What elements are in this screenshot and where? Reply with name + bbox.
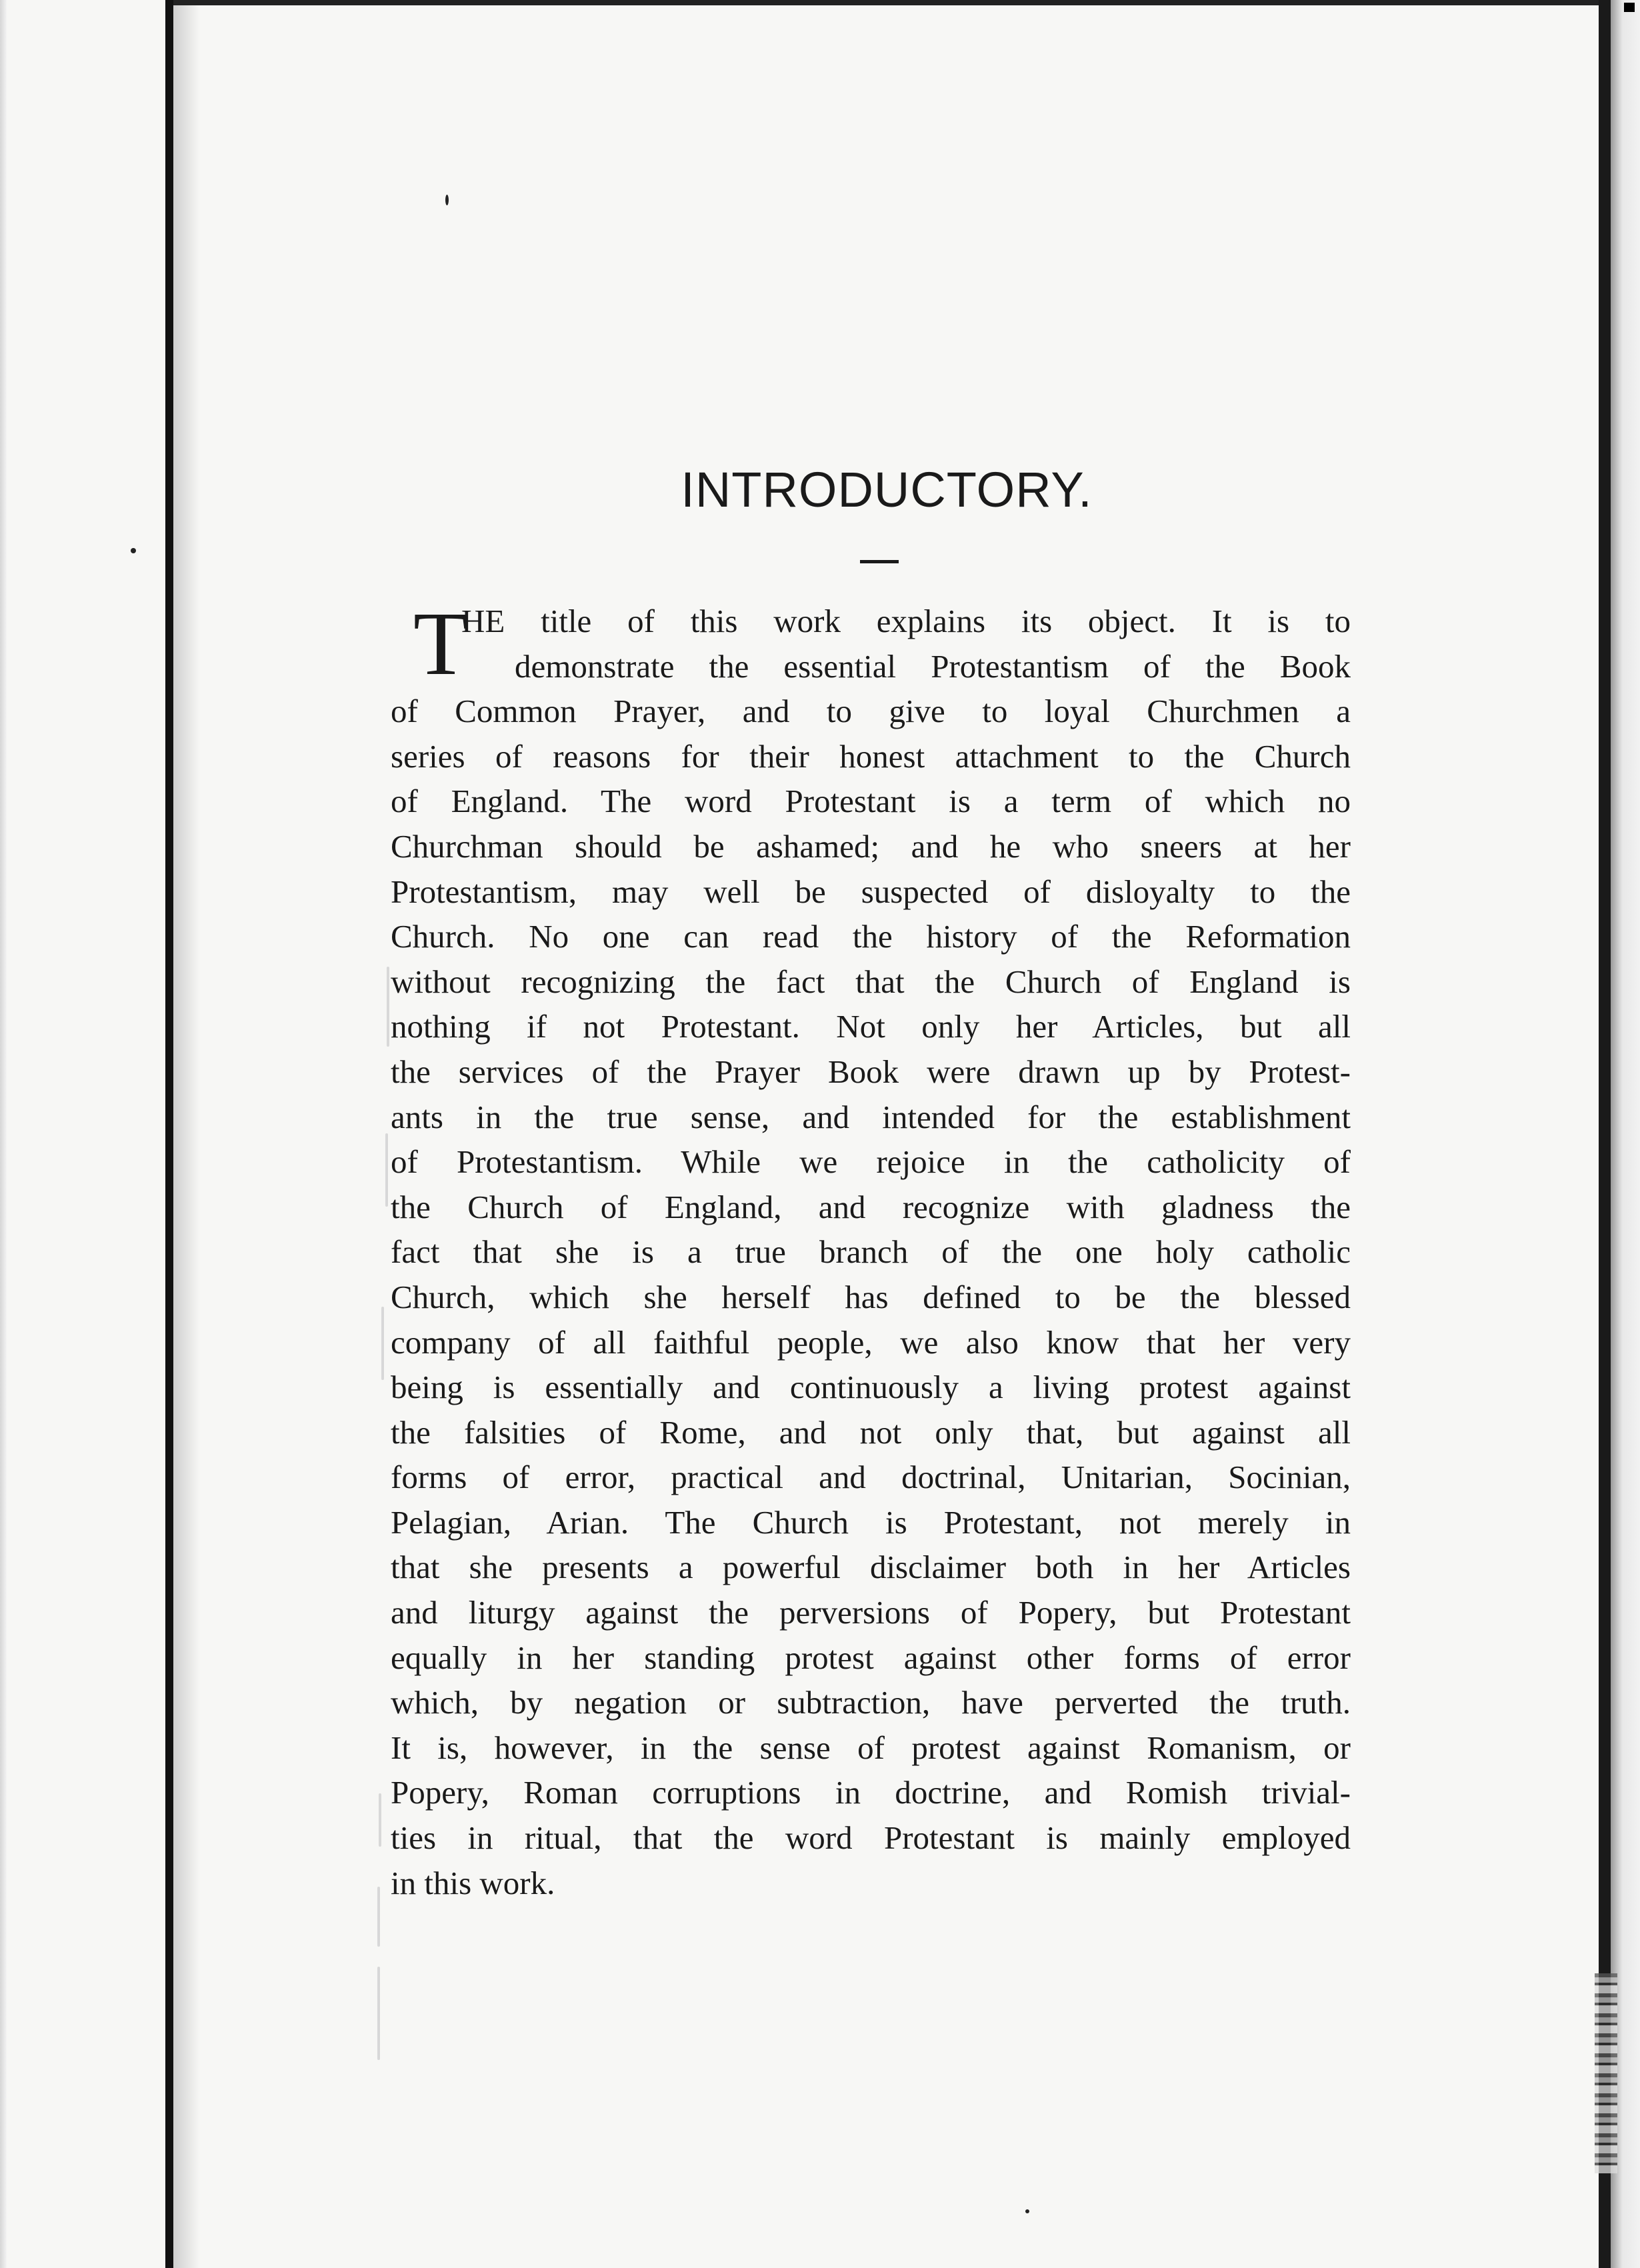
text-line: equally in her standing protest against other forms of error bbox=[391, 1639, 1351, 1676]
text-line: fact that she is a true branch of the one holy catholic bbox=[391, 1233, 1351, 1271]
text-line: Popery, Roman corruptions in doctrine, and Romish trivial- bbox=[391, 1774, 1351, 1811]
text-line: and liturgy against the perversions of Popery, but Protestant bbox=[391, 1594, 1351, 1631]
margin-mark bbox=[381, 1307, 384, 1380]
text-line: being is essentially and continuously a living protest against bbox=[391, 1369, 1351, 1406]
text-line: of Common Prayer, and to give to loyal Churchmen a bbox=[391, 693, 1351, 730]
text-line: Pelagian, Arian. The Church is Protestant, not merely in bbox=[391, 1503, 1351, 1541]
text-line: of Protestantism. While we rejoice in the catholicity of bbox=[391, 1143, 1351, 1181]
text-line: the Church of England, and recognize with gladness the bbox=[391, 1188, 1351, 1225]
text-line: demonstrate the essential Protestantism of the Book bbox=[515, 647, 1351, 685]
text-line: Protestantism, may well be suspected of disloyalty to the bbox=[391, 873, 1351, 910]
binding-shadow-left bbox=[165, 0, 173, 2268]
text-line: the services of the Prayer Book were drawn up by Protest- bbox=[391, 1053, 1351, 1090]
text-line: series of reasons for their honest attachment to the Church bbox=[391, 737, 1351, 775]
text-line: HE title of this work explains its object. It is to bbox=[461, 603, 1351, 639]
page-title: INTRODUCTORY. bbox=[681, 462, 1093, 517]
margin-mark bbox=[387, 967, 389, 1047]
text-line: Church. No one can read the history of the Reformation bbox=[391, 918, 1351, 955]
text-line: ants in the true sense, and intended for the establishment bbox=[391, 1098, 1351, 1135]
text-line: which, by negation or subtraction, have perverted the truth. bbox=[391, 1684, 1351, 1721]
speck bbox=[131, 548, 136, 553]
binding-gradient bbox=[173, 0, 200, 2268]
text-line: Churchman should be ashamed; and he who sneers at her bbox=[391, 827, 1351, 865]
text-line: ties in ritual, that the word Protestant is mainly employed bbox=[391, 1819, 1351, 1857]
page-top-border bbox=[173, 0, 1607, 5]
page-right-border bbox=[1599, 0, 1611, 2268]
margin-mark bbox=[377, 1887, 380, 1947]
text-line: without recognizing the fact that the Church of England is bbox=[391, 963, 1351, 1000]
text-line: forms of error, practical and doctrinal, Unitarian, Socinian, bbox=[391, 1459, 1351, 1496]
margin-mark bbox=[379, 1793, 381, 1847]
margin-mark bbox=[385, 1133, 388, 1207]
corner-mark bbox=[1624, 3, 1635, 12]
text-line: company of all faithful people, we also know that her very bbox=[391, 1323, 1351, 1361]
text-line: Church, which she herself has defined to be the blessed bbox=[391, 1278, 1351, 1315]
text-line: nothing if not Protestant. Not only her Articles, but all bbox=[391, 1008, 1351, 1045]
page-left-edge bbox=[0, 0, 7, 2268]
drop-cap: T bbox=[413, 594, 469, 694]
speck bbox=[1025, 2209, 1029, 2213]
body-paragraph bbox=[391, 594, 1351, 1905]
text-line: the falsities of Rome, and not only that, but against all bbox=[391, 1413, 1351, 1451]
text-line: It is, however, in the sense of protest against Romanism, or bbox=[391, 1729, 1351, 1766]
margin-mark bbox=[377, 1967, 380, 2060]
page-right-edge bbox=[1611, 0, 1640, 2268]
scan-noise bbox=[1595, 1973, 1617, 2173]
title-rule bbox=[860, 560, 899, 563]
text-line: in this work. bbox=[391, 1864, 555, 1901]
text-line: that she presents a powerful disclaimer both in her Articles bbox=[391, 1549, 1351, 1586]
text-line: of England. The word Protestant is a term of which no bbox=[391, 783, 1351, 820]
speck bbox=[445, 195, 449, 205]
